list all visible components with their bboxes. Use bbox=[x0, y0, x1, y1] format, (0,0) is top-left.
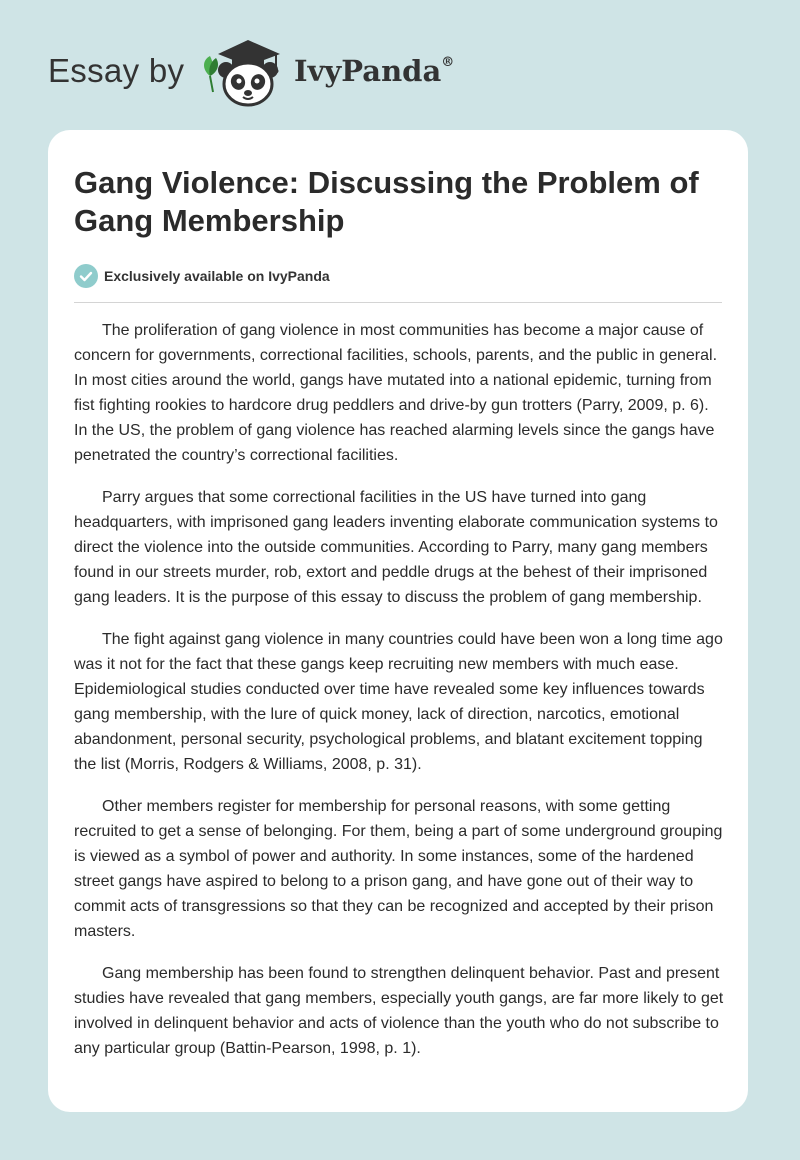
paragraph: The proliferation of gang violence in most communities has become a major cause of concern for governments, correctional facilities, schools, parents, and the public in general. In most cities around the world, gangs have mutated into a national epidemic, turning from fist fighting rookies to hardcore drug peddlers and drive-by gun trotters (Parry, 2009, p. 6). In the US, the problem of gang violence has reached alarming levels since the gangs have penetrated the country’s correctional facilities. bbox=[74, 322, 718, 464]
page-title: Gang Violence: Discussing the Problem of Gang Membership bbox=[74, 165, 699, 238]
exclusive-badge-label: Exclusively available on IvyPanda bbox=[104, 268, 330, 284]
paragraph: Other members register for membership for personal reasons, with some getting recruited to get a sense of belonging. For them, being a part of some underground grouping is viewed as a symbol of power and authority. In some instances, some of the hardened street gangs have aspired to belong to a prison gang, and have gone out of their way to commit acts of transgressions so that they can be recognized and accepted by their prison masters. bbox=[74, 798, 723, 940]
brand-name[interactable]: IvyPanda® bbox=[294, 54, 455, 88]
site-header bbox=[48, 30, 748, 110]
essay-by-label: Essay by bbox=[48, 52, 185, 89]
paragraph: The fight against gang violence in many countries could have been won a long time ago was it not for the fact that these gangs keep recruiting new members with much ease. Epidemiological studies conducted over time have revealed some key influences towards gang membership, with the lure of quick money, lack of direction, narcotics, emotional abandonment, personal security, psychological problems, and blatant excitement topping the list (Morris, Rodgers & Williams, 2008, p. 31). bbox=[74, 631, 723, 773]
check-circle-icon bbox=[74, 264, 98, 288]
registered-mark: ® bbox=[441, 55, 455, 71]
paragraph: Parry argues that some correctional facilities in the US have turned into gang headquarters, with imprisoned gang leaders inventing elaborate communication systems to direct the violence into the outside communities. According to Parry, many gang members found in our streets murder, rob, extort and peddle drugs at the behest of their imprisoned gang leaders. It is the purpose of this essay to discuss the problem of gang membership. bbox=[74, 489, 718, 606]
essay-card bbox=[48, 130, 748, 1112]
divider bbox=[74, 302, 722, 303]
paragraph: Gang membership has been found to strengthen delinquent behavior. Past and present studies have revealed that gang members, especially youth gangs, are far more likely to get involved in delinquent behavior and acts of violence than the youth who do not subscribe to any particular group (Battin-Pearson, 1998, p. 1). bbox=[74, 965, 724, 1057]
panda-graduate-icon[interactable] bbox=[200, 30, 296, 110]
exclusive-badge bbox=[74, 264, 330, 288]
essay-body bbox=[74, 318, 724, 1078]
